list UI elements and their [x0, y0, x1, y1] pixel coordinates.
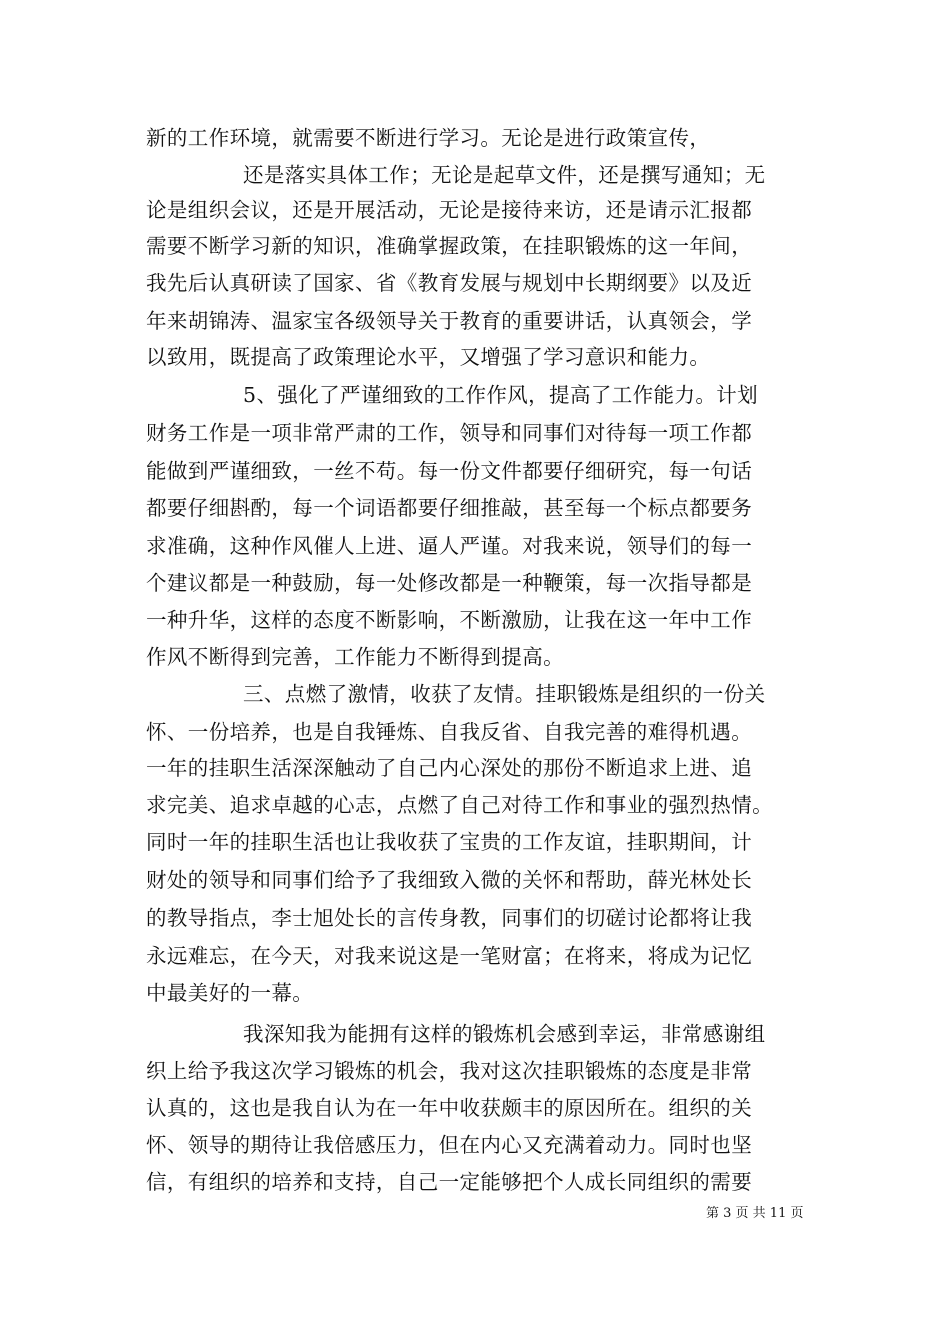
text-line: 怀、领导的期待让我倍感压力，但在内心又充满着动力。同时也坚 [146, 1133, 753, 1157]
text-line: 以致用，既提高了政策理论水平，又增强了学习意识和能力。 [146, 345, 711, 369]
text-line: 都要仔细斟酌，每一个词语都要仔细推敲，甚至每一个标点都要务 [146, 496, 753, 520]
text-line: 信，有组织的培养和支持，自己一定能够把个人成长同组织的需要 [146, 1170, 753, 1194]
text-line: 新的工作环境，就需要不断进行学习。无论是进行政策宣传， [146, 126, 711, 150]
text-line: 5、强化了严谨细致的工作作风，提高了工作能力。计划 [243, 383, 759, 407]
text-line: 作风不断得到完善，工作能力不断得到提高。 [146, 645, 564, 669]
text-line: 认真的，这也是我自认为在一年中收获颇丰的原因所在。组织的关 [146, 1096, 753, 1120]
text-line: 同时一年的挂职生活也让我收获了宝贵的工作友谊，挂职期间，计 [146, 830, 753, 854]
text-line: 我先后认真研读了国家、省《教育发展与规划中长期纲要》以及近 [146, 271, 753, 295]
text-line: 需要不断学习新的知识，准确掌握政策，在挂职锻炼的这一年间， [146, 234, 753, 258]
text-line: 永远难忘，在今天，对我来说这是一笔财富；在将来，将成为记忆 [146, 944, 753, 968]
text-line: 年来胡锦涛、温家宝各级领导关于教育的重要讲话，认真领会，学 [146, 309, 753, 333]
page-number-footer: 第 3 页 共 11 页 [706, 1206, 804, 1221]
text-line: 我深知我为能拥有这样的锻炼机会感到幸运，非常感谢组 [243, 1022, 766, 1046]
text-line: 个建议都是一种鼓励，每一处修改都是一种鞭策，每一次指导都是 [146, 571, 753, 595]
text-line: 财务工作是一项非常严肃的工作，领导和同事们对待每一项工作都 [146, 421, 753, 445]
text-line: 的教导指点，李士旭处长的言传身教，同事们的切磋讨论都将让我 [146, 906, 753, 930]
text-line: 财处的领导和同事们给予了我细致入微的关怀和帮助，薛光林处长 [146, 868, 753, 892]
text-line: 求完美、追求卓越的心志，点燃了自己对待工作和事业的强烈热情。 [146, 793, 773, 817]
text-line: 能做到严谨细致，一丝不苟。每一份文件都要仔细研究，每一句话 [146, 459, 753, 483]
text-line: 还是落实具体工作；无论是起草文件，还是撰写通知；无 [243, 163, 766, 187]
text-line: 求准确，这种作风催人上进、逼人严谨。对我来说，领导们的每一 [146, 534, 753, 558]
text-line: 论是组织会议，还是开展活动，无论是接待来访，还是请示汇报都 [146, 198, 753, 222]
text-line: 一种升华，这样的态度不断影响，不断激励，让我在这一年中工作 [146, 608, 753, 632]
text-line: 一年的挂职生活深深触动了自己内心深处的那份不断追求上进、追 [146, 756, 753, 780]
text-line: 织上给予我这次学习锻炼的机会，我对这次挂职锻炼的态度是非常 [146, 1059, 753, 1083]
text-line: 怀、一份培养，也是自我锤炼、自我反省、自我完善的难得机遇。 [146, 720, 753, 744]
text-line: 三、点燃了激情，收获了友情。挂职锻炼是组织的一份关 [243, 682, 766, 706]
text-line: 中最美好的一幕。 [146, 981, 314, 1005]
